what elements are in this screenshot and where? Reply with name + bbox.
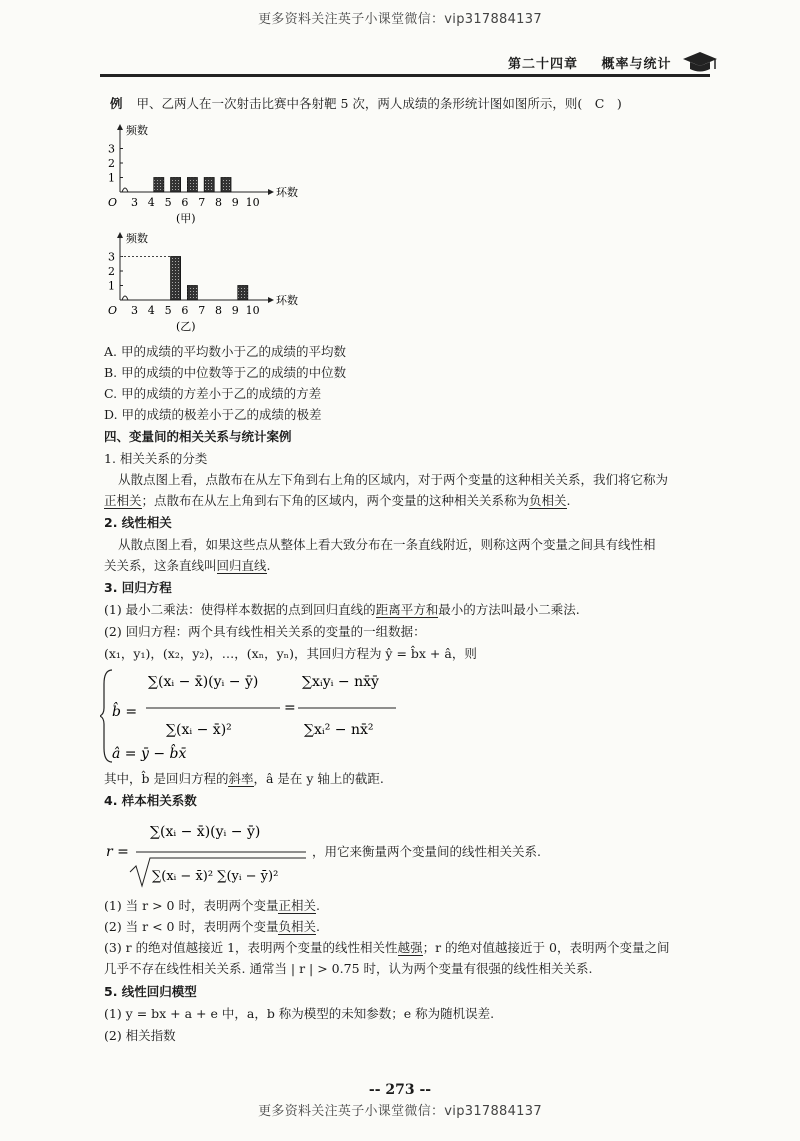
x-tick-label: 6 bbox=[181, 304, 189, 317]
y-tick-label: 2 bbox=[108, 157, 115, 170]
s4-line2-end: . bbox=[316, 919, 320, 934]
svg-text:∑(xᵢ − x̄)(yᵢ − ȳ): ∑(xᵢ − x̄)(yᵢ − ȳ) bbox=[148, 674, 259, 690]
y-tick-label: 3 bbox=[108, 250, 115, 264]
s3-line1 bbox=[104, 601, 580, 619]
svg-text:r =: r = bbox=[106, 844, 129, 860]
s4-line1-text: (1) 当 r > 0 时，表明两个变量 bbox=[104, 898, 279, 913]
header-rule bbox=[100, 74, 710, 77]
x-tick-label: 10 bbox=[245, 196, 260, 209]
svg-text:∑xᵢyᵢ − nx̄ȳ: ∑xᵢyᵢ − nx̄ȳ bbox=[302, 674, 379, 690]
s4-line3 bbox=[104, 939, 669, 957]
s4-line1 bbox=[104, 897, 320, 915]
y-axis-arrow bbox=[117, 124, 123, 130]
s5-title: 5. 线性回归模型 bbox=[104, 984, 197, 999]
svg-text:∑(xᵢ − x̄)²: ∑(xᵢ − x̄)² bbox=[166, 722, 232, 738]
chapter-header bbox=[508, 53, 672, 72]
x-tick-label: 8 bbox=[215, 304, 222, 317]
positive-term: 正相关 bbox=[278, 898, 316, 913]
s4-line1-end: . bbox=[316, 898, 320, 913]
s2-line2-text: 关关系，这条直线叫 bbox=[104, 558, 217, 573]
negative-correlation-term: 负相关 bbox=[529, 493, 567, 508]
bar bbox=[187, 286, 197, 301]
s3-line4-end: ，â 是在 y 轴上的截距. bbox=[253, 771, 384, 786]
x-axis-arrow bbox=[268, 189, 274, 195]
s3-line3: (x₁，y₁)，(x₂，y₂)，…，(xₙ，yₙ)，其回归方程为 ŷ = b̂x + â，则 bbox=[104, 646, 477, 661]
s4-line3-text: (3) r 的绝对值越接近 1，表明两个变量的线性相关性 bbox=[104, 940, 398, 955]
chapter-label: 第二十四章 bbox=[508, 57, 579, 72]
y-tick-label: 1 bbox=[108, 279, 115, 293]
s4-line2-text: (2) 当 r < 0 时，表明两个变量 bbox=[104, 919, 279, 934]
example-text: 甲、乙两人在一次射击比赛中各射靶 5 次，两人成绩的条形统计图如图所示，则( C ) bbox=[136, 96, 622, 111]
bar bbox=[221, 178, 231, 193]
bar bbox=[204, 178, 214, 193]
s2-line1: 从散点图上看，如果这些点从整体上看大致分布在一条直线附近，则称这两个变量之间具有线性相 bbox=[118, 537, 656, 552]
s5-line2: (2) 相关指数 bbox=[104, 1028, 176, 1043]
s4-title: 4. 样本相关系数 bbox=[104, 793, 197, 808]
s3-line4-text: 其中，b̂ 是回归方程的 bbox=[104, 771, 229, 786]
s1-line2-end: . bbox=[566, 493, 571, 508]
regression-formula bbox=[100, 664, 420, 766]
svg-text:∑xᵢ² − nx̄²: ∑xᵢ² − nx̄² bbox=[304, 722, 374, 738]
bar bbox=[171, 257, 181, 301]
x-tick-label: 4 bbox=[147, 304, 155, 317]
chart-yi bbox=[100, 228, 320, 341]
x-axis-arrow bbox=[268, 297, 274, 303]
stronger-term: 越强 bbox=[397, 940, 423, 955]
s1-line2-text: ；点散布在从左上角到右下角的区域内，两个变量的这种相关关系称为 bbox=[141, 493, 530, 508]
s4-after-formula: ，用它来衡量两个变量间的线性相关关系. bbox=[312, 844, 541, 859]
s1-title: 1. 相关关系的分类 bbox=[104, 451, 208, 466]
y-axis-label: 频数 bbox=[126, 232, 148, 245]
y-tick-label: 1 bbox=[108, 171, 115, 185]
x-tick-label: 8 bbox=[215, 196, 222, 209]
s2-title: 2. 线性相关 bbox=[104, 515, 172, 530]
chart-caption: (乙) bbox=[176, 320, 196, 333]
s5-line1: (1) y = bx + a + e 中，a，b 称为模型的未知参数；e 称为随机误差. bbox=[104, 1006, 495, 1021]
positive-correlation-term: 正相关 bbox=[104, 493, 142, 508]
x-tick-label: 4 bbox=[147, 196, 155, 209]
x-tick-label: 7 bbox=[198, 196, 206, 209]
s4-line2 bbox=[104, 918, 320, 936]
x-tick-label: 3 bbox=[131, 196, 138, 209]
page-number: -- 273 -- bbox=[368, 1082, 432, 1098]
s3-line1-end: 最小的方法叫最小二乘法. bbox=[438, 602, 580, 617]
regression-line-term: 回归直线 bbox=[216, 558, 267, 573]
x-tick-label: 9 bbox=[231, 304, 239, 317]
correlation-formula bbox=[100, 814, 310, 894]
axis-break bbox=[122, 296, 128, 300]
x-tick-label: 3 bbox=[131, 304, 138, 317]
axis-break bbox=[122, 188, 128, 192]
svg-text:=: = bbox=[284, 700, 296, 716]
s4-line4: 几乎不存在线性相关关系. 通常当 | r | > 0.75 时，认为两个变量有很强的线性相关关系. bbox=[104, 961, 593, 976]
x-tick-label: 7 bbox=[198, 304, 206, 317]
svg-text:â = ȳ − b̂x̄: â = ȳ − b̂x̄ bbox=[112, 746, 187, 762]
x-tick-label: 5 bbox=[164, 196, 172, 209]
example-line bbox=[110, 95, 622, 113]
s3-line2: (2) 回归方程：两个具有线性相关关系的变量的一组数据： bbox=[104, 624, 426, 639]
option-a: A. 甲的成绩的平均数小于乙的成绩的平均数 bbox=[104, 344, 346, 359]
y-axis-arrow bbox=[117, 232, 123, 238]
chart-jia-svg bbox=[100, 120, 320, 230]
s2-line2 bbox=[104, 557, 271, 575]
x-axis-label: 环数 bbox=[276, 294, 298, 307]
x-tick-label: 10 bbox=[245, 304, 260, 317]
x-axis-label: 环数 bbox=[276, 186, 298, 199]
s3-line4 bbox=[104, 770, 384, 788]
bar bbox=[238, 286, 248, 301]
bar bbox=[187, 178, 197, 193]
watermark-top: 更多资料关注英子小课堂微信：vip317884137 bbox=[258, 12, 542, 27]
x-tick-label: 5 bbox=[164, 304, 172, 317]
x-tick-label: 9 bbox=[231, 196, 239, 209]
negative-term: 负相关 bbox=[278, 919, 316, 934]
graduation-cap-icon bbox=[682, 50, 718, 74]
bar bbox=[171, 178, 181, 193]
origin-label: O bbox=[108, 196, 118, 209]
svg-text:b̂ =: b̂ = bbox=[112, 704, 138, 720]
watermark-bottom: 更多资料关注英子小课堂微信：vip317884137 bbox=[258, 1104, 542, 1119]
chart-caption: (甲) bbox=[176, 212, 196, 225]
svg-text:∑(xᵢ − x̄)(yᵢ − ȳ): ∑(xᵢ − x̄)(yᵢ − ȳ) bbox=[150, 824, 261, 840]
s2-line2-end: . bbox=[266, 558, 271, 573]
chart-jia bbox=[100, 120, 320, 233]
origin-label: O bbox=[108, 304, 118, 317]
svg-text:∑(xᵢ − x̄)² ∑(yᵢ − ȳ)²: ∑(xᵢ − x̄)² ∑(yᵢ − ȳ)² bbox=[152, 869, 279, 884]
example-label: 例 bbox=[110, 96, 123, 111]
y-axis-label: 频数 bbox=[126, 124, 148, 137]
slope-term: 斜率 bbox=[228, 771, 254, 786]
s3-line1-text: (1) 最小二乘法：使得样本数据的点到回归直线的 bbox=[104, 602, 376, 617]
s3-title: 3. 回归方程 bbox=[104, 580, 172, 595]
option-c: C. 甲的成绩的方差小于乙的成绩的方差 bbox=[104, 386, 322, 401]
bar bbox=[154, 178, 164, 193]
y-tick-label: 2 bbox=[108, 265, 115, 278]
chart-yi-svg bbox=[100, 228, 320, 338]
option-d: D. 甲的成绩的极差小于乙的成绩的极差 bbox=[104, 407, 322, 422]
s1-line2 bbox=[104, 492, 571, 510]
s4-line3-end: ；r 的绝对值越接近于 0，表明两个变量之间 bbox=[422, 940, 670, 955]
s1-line1: 从散点图上看，点散布在从左下角到右上角的区域内，对于两个变量的这种相关关系，我们将它称为 bbox=[118, 472, 669, 487]
sum-of-squares-term: 距离平方和 bbox=[375, 602, 439, 617]
chapter-title: 概率与统计 bbox=[601, 57, 672, 72]
y-tick-label: 3 bbox=[108, 142, 115, 156]
section4-title: 四、变量间的相关关系与统计案例 bbox=[104, 429, 292, 444]
x-tick-label: 6 bbox=[181, 196, 189, 209]
option-b: B. 甲的成绩的中位数等于乙的成绩的中位数 bbox=[104, 365, 347, 380]
